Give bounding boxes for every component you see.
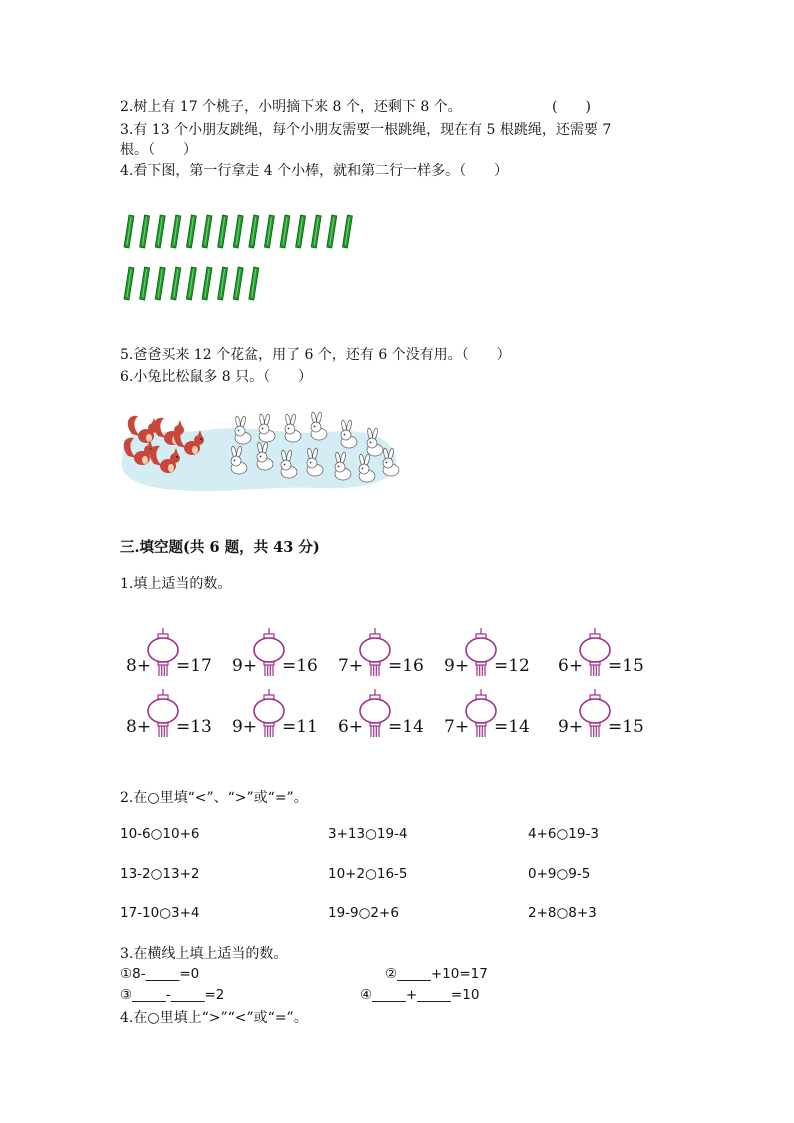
lantern-equation bbox=[444, 689, 544, 749]
equation-right: =13 bbox=[176, 717, 212, 737]
comparison-item[interactable]: 10+2○16-5 bbox=[328, 866, 408, 882]
stick bbox=[280, 215, 290, 248]
question-2: 2.树上有 17 个桃子，小明摘下来 8 个，还剩下 8 个。 bbox=[120, 99, 462, 115]
squirrels-and-rabbits-picture bbox=[118, 410, 400, 494]
stick bbox=[124, 267, 134, 300]
lantern-equation bbox=[444, 628, 544, 688]
equation-left: 7+ bbox=[338, 656, 364, 676]
sticks-row-2 bbox=[118, 266, 268, 302]
equation-left: 6+ bbox=[558, 656, 584, 676]
fill-q4-title: 4.在○里填上“>”“<”或“=”。 bbox=[120, 1010, 308, 1026]
question-2-paren: ( ) bbox=[552, 99, 591, 115]
equation-right: =15 bbox=[608, 717, 644, 737]
equation-right: =12 bbox=[494, 656, 530, 676]
question-6: 6.小兔比松鼠多 8 只。（ ） bbox=[120, 369, 313, 385]
equation-left: 7+ bbox=[444, 717, 470, 737]
equation-right: =14 bbox=[388, 717, 424, 737]
stick bbox=[140, 267, 150, 300]
stick bbox=[155, 215, 165, 248]
question-5: 5.爸爸买来 12 个花盆，用了 6 个，还有 6 个没有用。（ ） bbox=[120, 347, 511, 363]
comparison-item[interactable]: 3+13○19-4 bbox=[328, 826, 408, 842]
rabbit bbox=[311, 412, 327, 440]
stick bbox=[218, 215, 228, 248]
equation-right: =11 bbox=[282, 717, 318, 737]
stick bbox=[233, 267, 243, 300]
lantern-equation bbox=[126, 628, 226, 688]
equation-right: =15 bbox=[608, 656, 644, 676]
question-4: 4.看下图，第一行拿走 4 个小棒，就和第二行一样多。（ ） bbox=[120, 163, 509, 179]
stick bbox=[327, 215, 337, 248]
stick bbox=[202, 267, 212, 300]
question-3-line1: 3.有 13 个小朋友跳绳，每个小朋友需要一根跳绳，现在有 5 根跳绳，还需要 7 bbox=[120, 122, 612, 138]
equation-left: 9+ bbox=[232, 656, 258, 676]
lantern-equation bbox=[126, 689, 226, 749]
fill-q1-title: 1.填上适当的数。 bbox=[120, 576, 232, 592]
stick bbox=[342, 215, 352, 248]
equation-left: 8+ bbox=[126, 656, 152, 676]
fill-q3-title: 3.在横线上填上适当的数。 bbox=[120, 946, 288, 962]
lantern-equation bbox=[338, 628, 438, 688]
lantern-equation bbox=[232, 689, 332, 749]
comparison-item[interactable]: 19-9○2+6 bbox=[328, 905, 399, 921]
blank-item-3[interactable]: ③_____-_____=2 bbox=[120, 987, 225, 1003]
sticks-row-1 bbox=[118, 214, 358, 250]
stick bbox=[140, 215, 150, 248]
stick bbox=[171, 267, 181, 300]
equation-right: =16 bbox=[388, 656, 424, 676]
comparison-item[interactable]: 10-6○10+6 bbox=[120, 826, 200, 842]
stick bbox=[249, 267, 259, 300]
rabbit bbox=[383, 448, 399, 476]
comparison-item[interactable]: 4+6○19-3 bbox=[528, 826, 599, 842]
stick bbox=[249, 215, 259, 248]
equation-left: 9+ bbox=[232, 717, 258, 737]
stick bbox=[311, 215, 321, 248]
stick bbox=[171, 215, 181, 248]
stick bbox=[218, 267, 228, 300]
equation-left: 6+ bbox=[338, 717, 364, 737]
equation-left: 9+ bbox=[444, 656, 470, 676]
stick bbox=[264, 215, 274, 248]
comparison-item[interactable]: 13-2○13+2 bbox=[120, 866, 200, 882]
stick bbox=[202, 215, 212, 248]
blank-item-4[interactable]: ④_____+_____=10 bbox=[360, 987, 480, 1003]
rabbit bbox=[285, 414, 301, 442]
equation-left: 9+ bbox=[558, 717, 584, 737]
lantern-equation bbox=[338, 689, 438, 749]
question-3-line2: 根。（ ） bbox=[120, 142, 197, 158]
stick bbox=[296, 215, 306, 248]
blank-item-1[interactable]: ①8-_____=0 bbox=[120, 966, 200, 982]
comparison-item[interactable]: 2+8○8+3 bbox=[528, 905, 597, 921]
stick bbox=[233, 215, 243, 248]
equation-right: =17 bbox=[176, 656, 212, 676]
fill-q2-title: 2.在○里填“<”、“>”或“=”。 bbox=[120, 790, 308, 806]
equation-right: =14 bbox=[494, 717, 530, 737]
equation-right: =16 bbox=[282, 656, 318, 676]
section-3-title: 三.填空题(共 6 题，共 43 分) bbox=[120, 539, 320, 556]
lantern-equation bbox=[232, 628, 332, 688]
lantern-equation bbox=[558, 689, 658, 749]
stick bbox=[155, 267, 165, 300]
stick bbox=[186, 215, 196, 248]
stick bbox=[124, 215, 134, 248]
stick bbox=[186, 267, 196, 300]
comparison-item[interactable]: 0+9○9-5 bbox=[528, 866, 591, 882]
blank-item-2[interactable]: ②_____+10=17 bbox=[385, 966, 488, 982]
equation-left: 8+ bbox=[126, 717, 152, 737]
comparison-item[interactable]: 17-10○3+4 bbox=[120, 905, 200, 921]
rabbit bbox=[259, 414, 275, 442]
lantern-equation bbox=[558, 628, 658, 688]
